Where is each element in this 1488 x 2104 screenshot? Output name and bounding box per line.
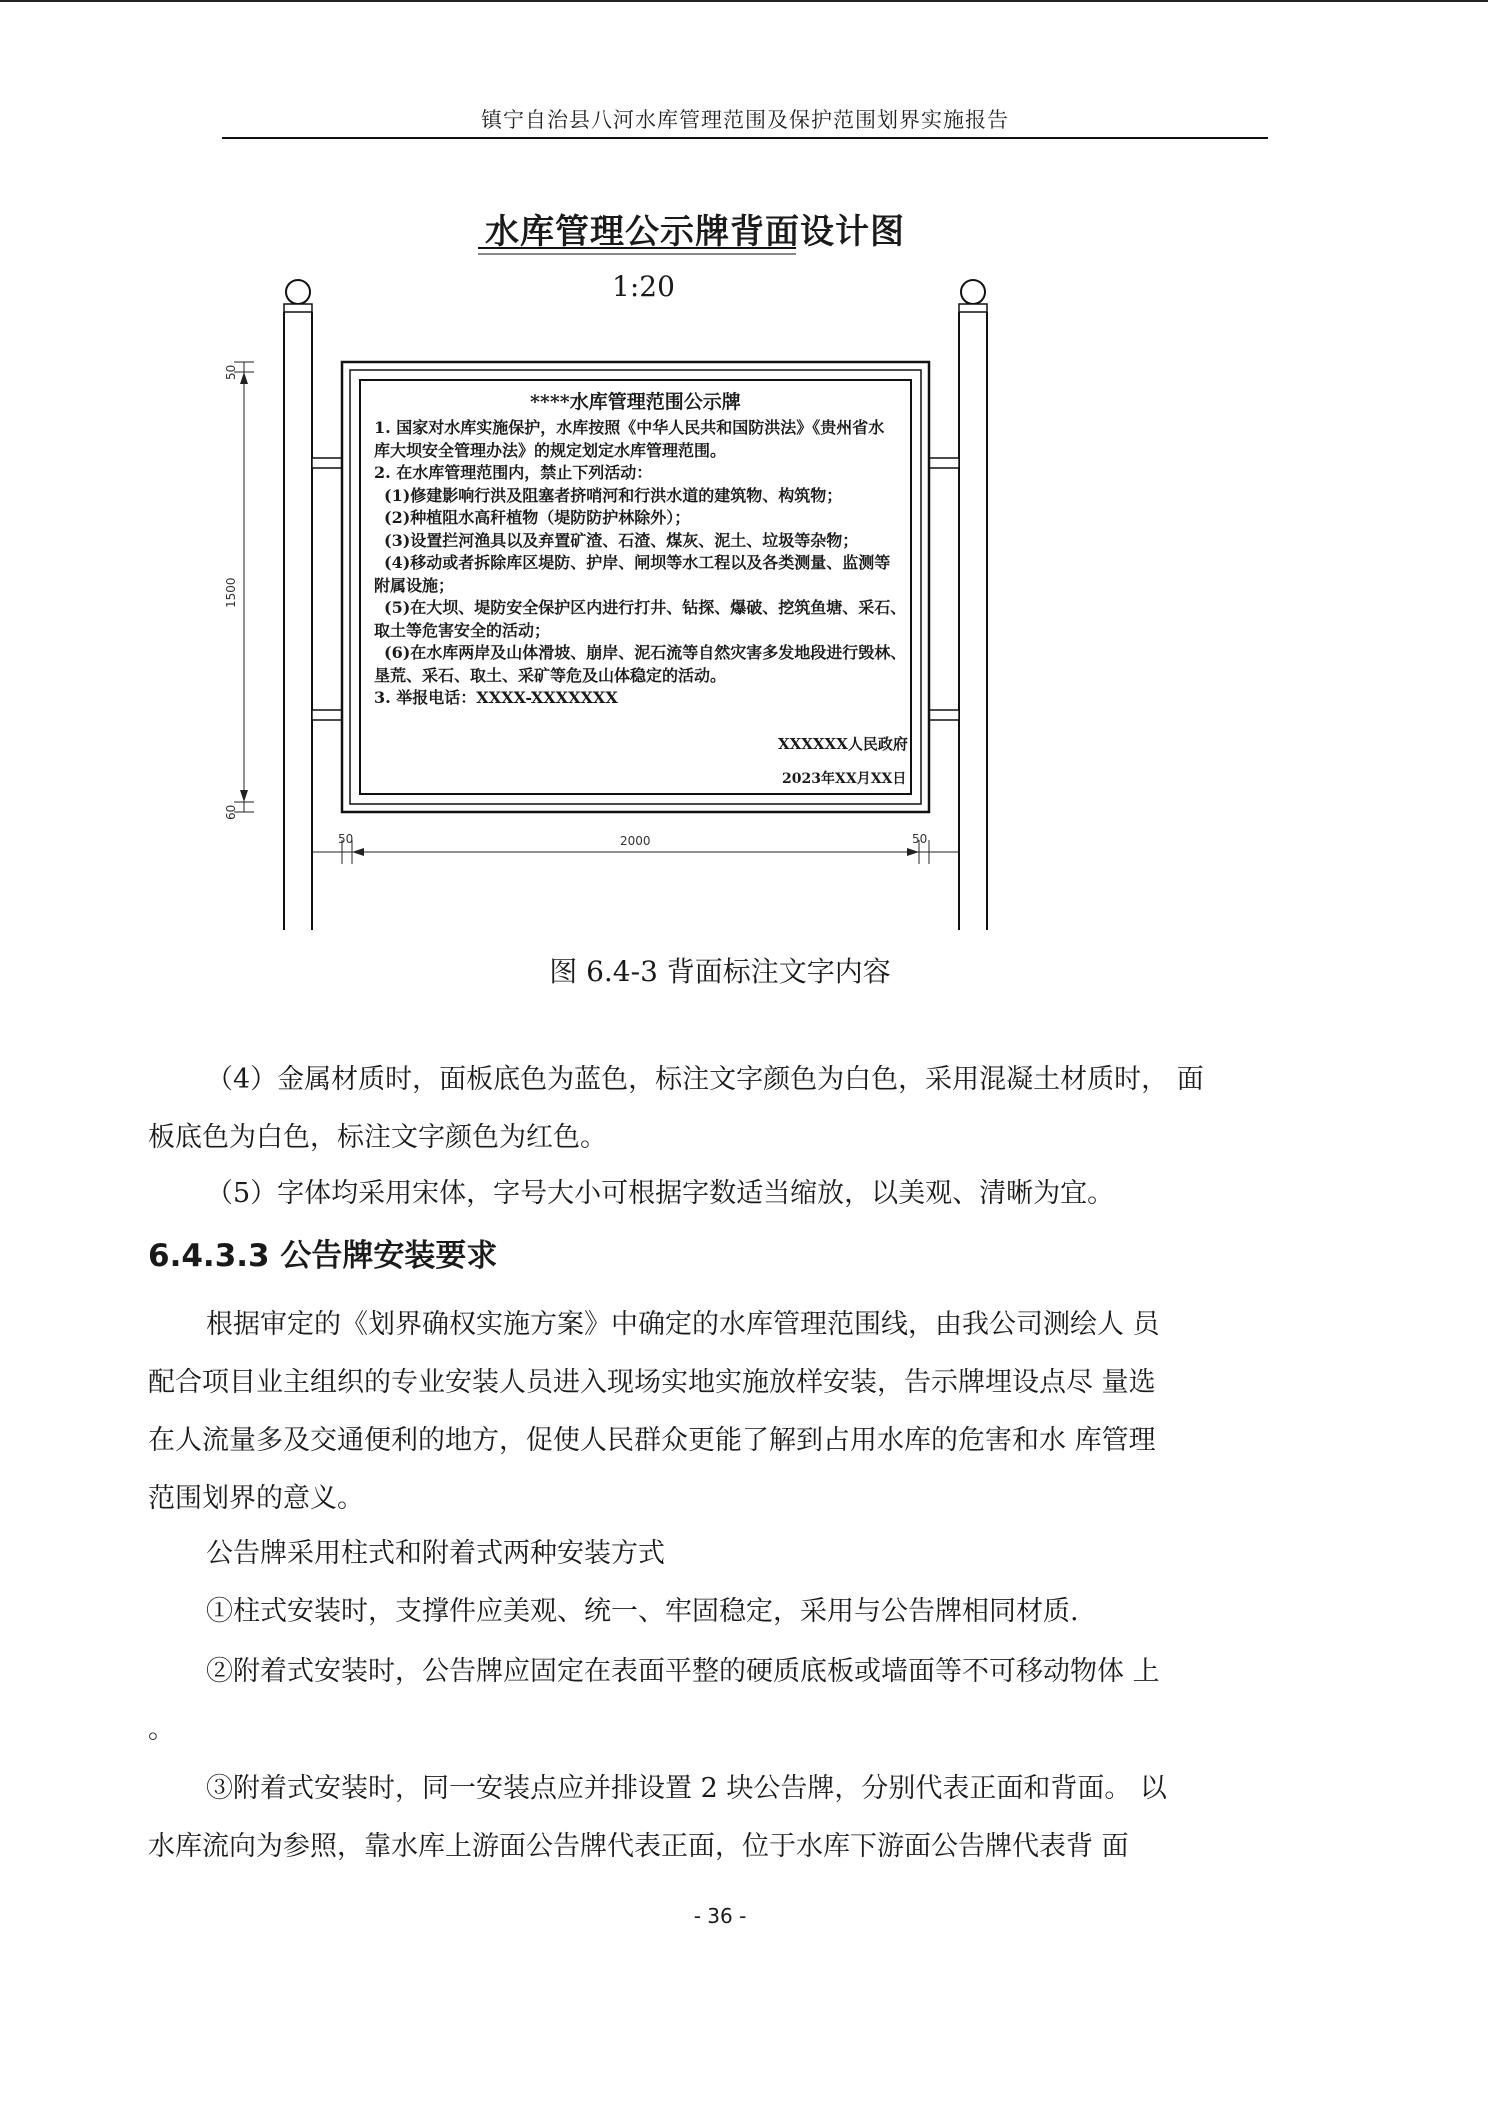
paragraph-4-line-2: 板底色为白色，标注文字颜色为红色。 <box>148 1122 607 1153</box>
dimension-width: 2000 <box>620 834 651 848</box>
method-2-line-1: ②附着式安装时，公告牌应固定在表面平整的硬质底板或墙面等不可移动物体 上 <box>206 1656 1160 1687</box>
sign-line: 取土等危害安全的活动； <box>374 620 551 640</box>
dimension-bottom: 60 <box>224 804 238 820</box>
method-1: ①柱式安装时，支撑件应美观、统一、牢固稳定，采用与公告牌相同材质. <box>206 1596 1079 1627</box>
sign-line: (1)修建影响行洪及阻塞者挤哨河和行洪水道的建筑物、构筑物； <box>384 485 843 505</box>
page-number: - 36 - <box>693 1904 747 1928</box>
drawing-scale: 1:20 <box>612 270 675 303</box>
sign-body <box>374 417 910 710</box>
sign-line: 垦荒、采石、取土、采矿等危及山体稳定的活动。 <box>374 665 727 685</box>
drawing-title: 水库管理公示牌背面设计图 <box>485 212 905 252</box>
method-2 <box>148 1643 1298 1759</box>
header-rule <box>222 137 1268 139</box>
install-paragraph <box>148 1296 1298 1528</box>
sign-line: (6)在水库两岸及山体滑坡、崩岸、泥石流等自然灾害多发地段进行毁林、 <box>384 643 907 662</box>
sign-line: (4)移动或者拆除库区堤防、护岸、闸坝等水工程以及各类测量、监测等 <box>384 553 891 572</box>
method-3-line-1: ③附着式安装时，同一安装点应并排设置 2 块公告牌，分别代表正面和背面。 以 <box>206 1773 1167 1804</box>
paragraph-4-line-1: （4）金属材质时，面板底色为蓝色，标注文字颜色为白色，采用混凝土材质时， 面 <box>206 1064 1204 1095</box>
method-3 <box>148 1760 1298 1876</box>
install-line: 范围划界的意义。 <box>148 1483 364 1514</box>
sign-line: 附属设施； <box>374 575 455 595</box>
install-line: 根据审定的《划界确权实施方案》中确定的水库管理范围线，由我公司测绘人 员 <box>206 1309 1160 1340</box>
signboard-drawing <box>200 180 1020 930</box>
sign-line: 2. 在水库管理范围内，禁止下列活动： <box>374 463 653 482</box>
paragraph-5: （5）字体均采用宋体，字号大小可根据字数适当缩放，以美观、清晰为宜。 <box>206 1178 1115 1209</box>
sign-line: (3)设置拦河渔具以及弃置矿渣、石渣、煤灰、泥土、垃圾等杂物； <box>384 530 859 550</box>
methods-intro: 公告牌采用柱式和附着式两种安装方式 <box>206 1538 665 1569</box>
sign-heading: ****水库管理范围公示牌 <box>530 391 741 413</box>
install-line: 配合项目业主组织的专业安装人员进入现场实地实施放样安装，告示牌埋设点尽 量选 <box>148 1367 1156 1398</box>
figure-caption: 图 6.4-3 背面标注文字内容 <box>549 955 891 988</box>
running-header: 镇宁自治县八河水库管理范围及保护范围划界实施报告 <box>481 108 1009 132</box>
page-top-rule <box>0 0 1488 2</box>
method-3-line-2: 水库流向为参照，靠水库上游面公告牌代表正面，位于水库下游面公告牌代表背 面 <box>148 1831 1129 1862</box>
section-heading: 6.4.3.3 公告牌安装要求 <box>148 1238 498 1274</box>
dimension-right: 50 <box>912 832 928 846</box>
dimension-middle: 1500 <box>224 577 238 608</box>
dimension-top: 50 <box>224 364 238 380</box>
sign-line: 库大坝安全管理办法》的规定划定水库管理范围。 <box>374 440 727 460</box>
dimension-left: 50 <box>338 832 354 846</box>
sign-issuer: XXXXXX人民政府 <box>778 735 908 753</box>
install-line: 在人流量多及交通便利的地方，促使人民群众更能了解到占用水库的危害和水 库管理 <box>148 1425 1156 1456</box>
sign-line: 1. 国家对水库实施保护，水库按照《中华人民共和国防洪法》《贵州省水 <box>374 418 885 437</box>
paragraph-4 <box>148 1051 1298 1167</box>
sign-date: 2023年XX月XX日 <box>782 771 907 787</box>
sign-line: (2)种植阻水高秆植物（堤防防护林除外）； <box>384 508 691 527</box>
sign-line: 3. 举报电话：XXXX-XXXXXXX <box>374 688 618 707</box>
method-2-line-2: 。 <box>148 1714 175 1745</box>
sign-line: (5)在大坝、堤防安全保护区内进行打井、钻探、爆破、挖筑鱼塘、采石、 <box>384 598 907 617</box>
